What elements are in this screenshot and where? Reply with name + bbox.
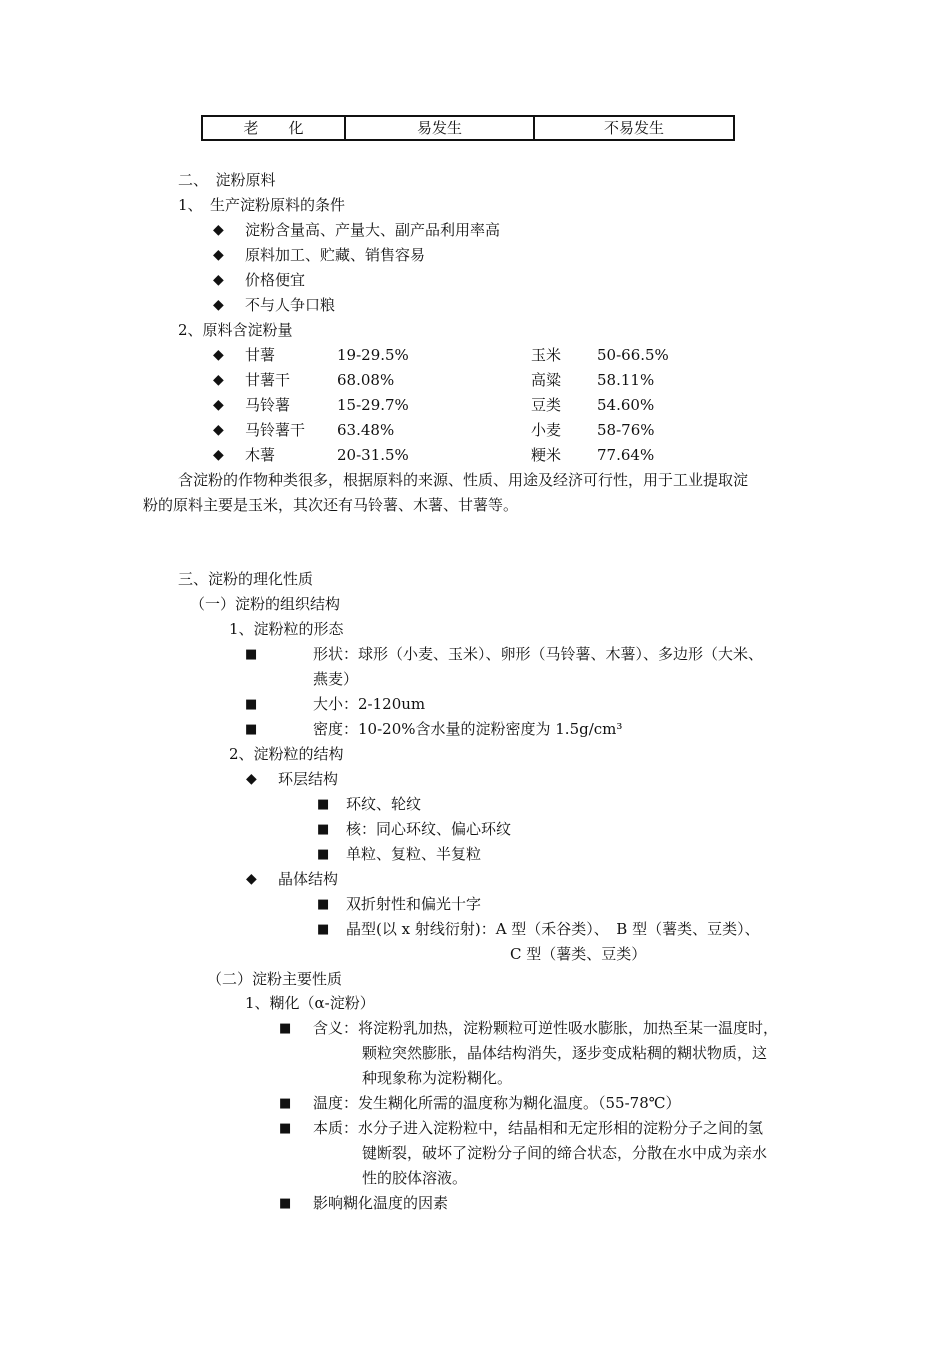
paragraph-line: 粉的原料主要是玉米，其次还有马铃薯、木薯、甘薯等。 [143, 496, 519, 514]
square-icon: ■ [279, 1121, 292, 1136]
diamond-icon: ◆ [213, 397, 224, 413]
list-item: 影响糊化温度的因素 [313, 1194, 449, 1212]
crop-name: 马铃薯 [245, 396, 291, 414]
list-item: 晶体结构 [278, 870, 339, 888]
crop-value: 50-66.5% [597, 346, 669, 364]
list-item: 单粒、复粒、半复粒 [346, 845, 482, 863]
crop-name: 木薯 [245, 446, 276, 464]
crop-value: 19-29.5% [337, 346, 409, 364]
subheading: 2、淀粉粒的结构 [229, 745, 344, 763]
diamond-icon: ◆ [213, 297, 224, 313]
comparison-table [201, 115, 735, 141]
list-item: 价格便宜 [245, 271, 306, 289]
square-icon: ■ [245, 722, 258, 737]
table-cell-label: 老 化 [202, 116, 345, 140]
diamond-icon: ◆ [213, 422, 224, 438]
list-item: 含义：将淀粉乳加热，淀粉颗粒可逆性吸水膨胀，加热至某一温度时， [313, 1019, 779, 1037]
crop-name: 豆类 [531, 396, 562, 414]
square-icon: ■ [279, 1021, 292, 1036]
square-icon: ■ [245, 697, 258, 712]
list-item: 温度：发生糊化所需的温度称为糊化温度。（55-78℃） [313, 1094, 681, 1112]
crop-value: 58.11% [597, 371, 655, 389]
crop-name: 小麦 [531, 421, 562, 439]
crop-name: 高粱 [531, 371, 562, 389]
subheading: （一）淀粉的组织结构 [190, 595, 341, 613]
list-item-continuation: 种现象称为淀粉糊化。 [362, 1069, 513, 1087]
diamond-icon: ◆ [246, 771, 257, 787]
list-item: 双折射性和偏光十字 [346, 895, 482, 913]
diamond-icon: ◆ [246, 871, 257, 887]
crop-value: 68.08% [337, 371, 395, 389]
crop-value: 15-29.7% [337, 396, 409, 414]
square-icon: ■ [317, 897, 330, 912]
subheading: （二）淀粉主要性质 [207, 970, 343, 988]
crop-name: 粳米 [531, 446, 562, 464]
list-item: 密度：10-20%含水量的淀粉密度为 1.5g/cm³ [313, 720, 623, 738]
list-item: 本质：水分子进入淀粉粒中，结晶相和无定形相的淀粉分子之间的氢 [313, 1119, 764, 1137]
square-icon: ■ [317, 922, 330, 937]
diamond-icon: ◆ [213, 247, 224, 263]
diamond-icon: ◆ [213, 347, 224, 363]
list-item-continuation: 性的胶体溶液。 [362, 1169, 468, 1187]
subheading: 2、原料含淀粉量 [178, 321, 293, 339]
crop-name: 甘薯 [245, 346, 276, 364]
crop-value: 77.64% [597, 446, 655, 464]
list-item: 晶型(以 x 射线衍射)：A 型（禾谷类）、 B 型（薯类、豆类）、 [346, 920, 760, 938]
list-item: 核：同心环纹、偏心环纹 [346, 820, 512, 838]
list-item-continuation: C 型（薯类、豆类） [510, 945, 647, 963]
list-item-continuation: 燕麦） [313, 670, 359, 688]
diamond-icon: ◆ [213, 447, 224, 463]
subheading: 1、 生产淀粉原料的条件 [178, 196, 346, 214]
list-item-continuation: 颗粒突然膨胀，晶体结构消失，逐步变成粘稠的糊状物质，这 [362, 1044, 768, 1062]
list-item: 不与人争口粮 [245, 296, 336, 314]
crop-value: 20-31.5% [337, 446, 409, 464]
crop-value: 63.48% [337, 421, 395, 439]
crop-name: 玉米 [531, 346, 562, 364]
section-heading: 二、 淀粉原料 [178, 171, 276, 189]
crop-value: 58-76% [597, 421, 655, 439]
list-item: 大小：2-120um [313, 695, 426, 713]
table-cell-col1: 易发生 [345, 116, 534, 140]
crop-name: 马铃薯干 [245, 421, 306, 439]
crop-name: 甘薯干 [245, 371, 291, 389]
table-row [202, 116, 734, 140]
table-cell-col2: 不易发生 [534, 116, 734, 140]
paragraph-line: 含淀粉的作物种类很多，根据原料的来源、性质、用途及经济可行性，用于工业提取淀 [178, 471, 749, 489]
square-icon: ■ [245, 647, 258, 662]
list-item: 环层结构 [278, 770, 339, 788]
square-icon: ■ [317, 822, 330, 837]
square-icon: ■ [279, 1096, 292, 1111]
list-item: 淀粉含量高、产量大、副产品利用率高 [245, 221, 501, 239]
crop-value: 54.60% [597, 396, 655, 414]
diamond-icon: ◆ [213, 372, 224, 388]
square-icon: ■ [279, 1196, 292, 1211]
list-item: 原料加工、贮藏、销售容易 [245, 246, 426, 264]
list-item-continuation: 键断裂，破坏了淀粉分子间的缔合状态，分散在水中成为亲水 [362, 1144, 768, 1162]
list-item: 形状：球形（小麦、玉米）、卵形（马铃薯、木薯）、多边形（大米、 [313, 645, 764, 663]
diamond-icon: ◆ [213, 272, 224, 288]
square-icon: ■ [317, 797, 330, 812]
section-heading: 三、淀粉的理化性质 [178, 570, 314, 588]
list-item: 环纹、轮纹 [346, 795, 422, 813]
subheading: 1、糊化（α-淀粉） [245, 994, 375, 1012]
diamond-icon: ◆ [213, 222, 224, 238]
square-icon: ■ [317, 847, 330, 862]
subheading: 1、淀粉粒的形态 [229, 620, 344, 638]
